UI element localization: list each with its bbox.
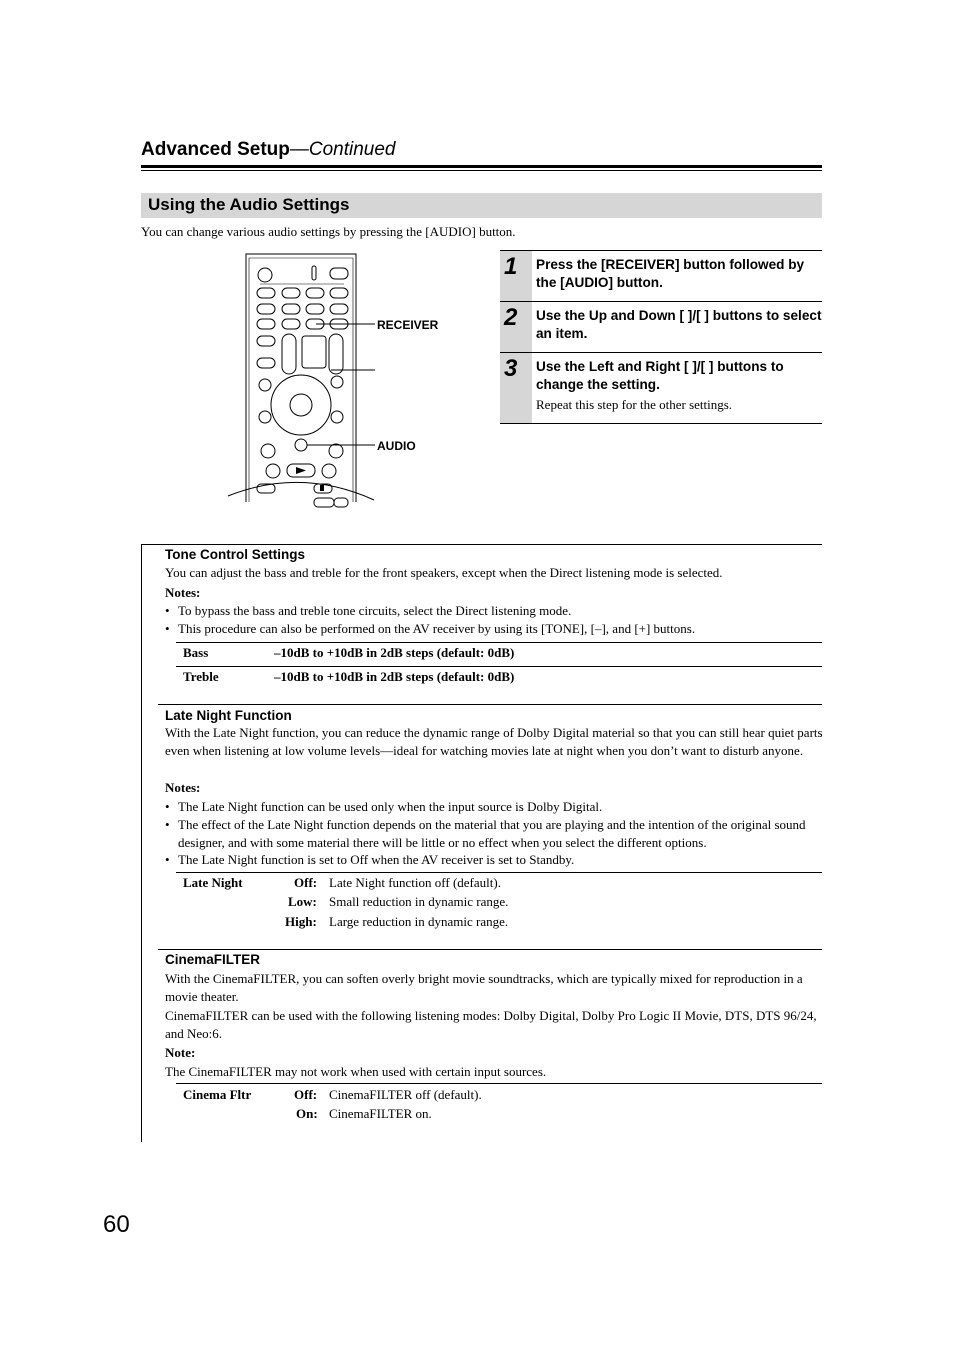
cinema-title: CinemaFILTER: [165, 952, 261, 967]
cinema-setting-name: Cinema Fltr: [183, 1087, 252, 1102]
option-key: High:: [285, 914, 317, 929]
step-2: [500, 301, 822, 353]
tone-desc: You can adjust the bass and treble for the front speakers, except when the Direct listening mode is selected.: [165, 565, 723, 580]
step-text: Use the Left and Right [ ]/[ ] buttons to change the setting.: [536, 359, 784, 392]
tone-notes-label: Notes:: [165, 585, 201, 600]
option-desc: CinemaFILTER off (default).: [329, 1087, 482, 1102]
step-1: [500, 250, 822, 302]
option-key: On:: [296, 1106, 318, 1121]
section-title: Using the Audio Settings: [148, 195, 350, 214]
late-night-setting-name: Late Night: [183, 875, 243, 890]
page-number: 60: [103, 1211, 130, 1238]
section-divider: [158, 949, 822, 950]
table-rule: [176, 666, 822, 667]
table-rule: [176, 642, 822, 643]
late-night-title: Late Night Function: [165, 708, 292, 723]
step-number-box: [500, 302, 532, 353]
tone-row-value: –10dB to +10dB in 2dB steps (default: 0dB): [274, 669, 515, 684]
header-title: Advanced Setup: [141, 139, 290, 160]
step-number: 2: [504, 304, 518, 331]
running-header: [141, 139, 396, 161]
option-key: Off:: [294, 1087, 318, 1102]
tone-note: • This procedure can also be performed on the AV receiver by using its [TONE], [–], and [+] buttons.: [165, 620, 823, 638]
remote-control-illustration: [226, 252, 376, 512]
header-rule-thick: [141, 165, 822, 168]
settings-frame-top: [141, 544, 822, 545]
cinema-note-label: Note:: [165, 1045, 196, 1060]
settings-frame-left: [141, 544, 142, 1142]
option-desc: Late Night function off (default).: [329, 875, 501, 890]
late-night-note: • The Late Night function can be used only when the input source is Dolby Digital.: [165, 798, 823, 816]
header-continued: —Continued: [289, 139, 396, 160]
late-night-note: • The effect of the Late Night function depends on the material that you are playing and the intention of the original sound designer, and with some material there will be little or no effect when you select the different options.: [165, 816, 823, 851]
tone-note: • To bypass the bass and treble tone circuits, select the Direct listening mode.: [165, 602, 823, 620]
section-divider: [158, 704, 822, 705]
table-rule: [176, 1083, 822, 1084]
table-rule: [176, 872, 822, 873]
cinema-note: The CinemaFILTER may not work when used with certain input sources.: [165, 1064, 547, 1079]
tone-title: Tone Control Settings: [165, 547, 305, 562]
figure-label-receiver: RECEIVER: [377, 318, 439, 332]
option-desc: Small reduction in dynamic range.: [329, 894, 509, 909]
step-number: 3: [504, 355, 518, 382]
step-text: Press the [RECEIVER] button followed by the [AUDIO] button.: [536, 257, 805, 290]
step-number-box: [500, 251, 532, 302]
step-subtext: Repeat this step for the other settings.: [536, 397, 733, 412]
option-desc: Large reduction in dynamic range.: [329, 914, 509, 929]
tone-row-name: Bass: [183, 645, 209, 660]
cinema-desc-2: CinemaFILTER can be used with the following listening modes: Dolby Digital, Dolby Pro Logic II Movie, DTS, DTS 96/24, and Neo:6.: [165, 1008, 817, 1041]
late-night-desc: With the Late Night function, you can reduce the dynamic range of Dolby Digital material so that you can still hear quiet parts even when listening at low volume levels—ideal for watching movies late at night when you don’t want to disturb anyone.: [165, 725, 823, 758]
step-number-box: [500, 353, 532, 424]
section-intro: You can change various audio settings by pressing the [AUDIO] button.: [141, 224, 516, 239]
option-desc: CinemaFILTER on.: [329, 1106, 432, 1121]
steps-bottom-rule: [500, 423, 822, 424]
option-key: Low:: [288, 894, 317, 909]
tone-row-name: Treble: [183, 669, 219, 684]
step-number: 1: [504, 253, 518, 280]
step-text: Use the Up and Down [ ]/[ ] buttons to select an item.: [536, 308, 822, 341]
tone-row-value: –10dB to +10dB in 2dB steps (default: 0dB): [274, 645, 515, 660]
late-night-note: • The Late Night function is set to Off when the AV receiver is set to Standby.: [165, 851, 823, 869]
cinema-desc-1: With the CinemaFILTER, you can soften overly bright movie soundtracks, which are typically mixed for reproduction in a movie theater.: [165, 971, 803, 1004]
header-rule-thin: [141, 170, 822, 171]
late-night-notes-label: Notes:: [165, 780, 201, 795]
step-3: [500, 352, 822, 424]
option-key: Off:: [294, 875, 318, 890]
figure-label-audio: AUDIO: [377, 439, 416, 453]
